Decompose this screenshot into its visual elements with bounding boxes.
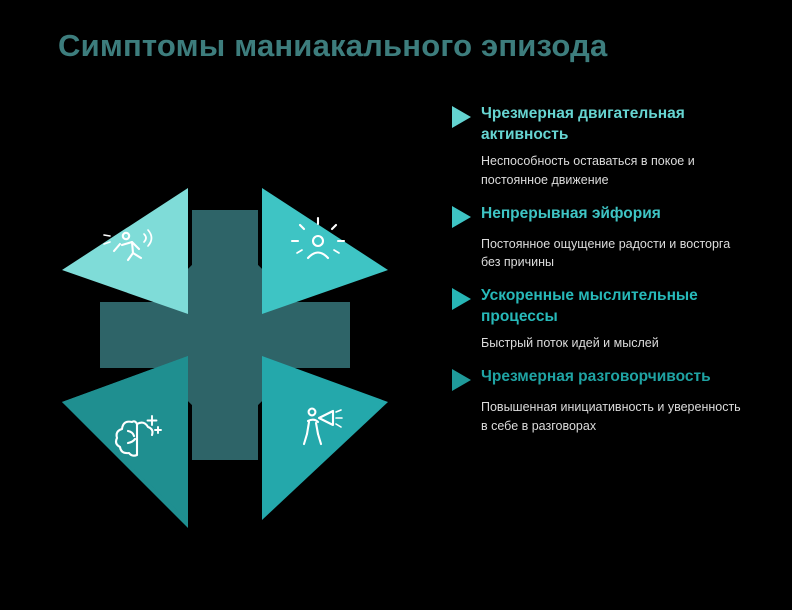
triangle-marker-icon [452, 106, 471, 128]
list-item-header [452, 367, 760, 391]
wedge-bottom-right [262, 356, 388, 520]
list-item-title: Ускоренные мыслительные процессы [481, 287, 698, 325]
list-item-description: Неспособность оставаться в покое и постоянное движение [481, 154, 695, 187]
list-item [452, 367, 760, 436]
list-item [452, 204, 760, 273]
symptom-list [452, 104, 760, 450]
triangle-marker-icon [452, 206, 471, 228]
list-item-header [452, 104, 760, 145]
wedge-top-right [262, 188, 388, 314]
list-item-title: Непрерывная эйфория [481, 204, 661, 222]
list-item-description: Постоянное ощущение радости и восторга без причины [481, 236, 731, 270]
list-item-header [452, 286, 760, 327]
list-item-title: Чрезмерная разговорчивость [481, 368, 711, 386]
page-title: Симптомы маниакального эпизода [58, 28, 608, 63]
list-item [452, 286, 760, 353]
wedge-top-left [62, 188, 188, 314]
triangle-marker-icon [452, 369, 471, 391]
wedge-bottom-left [62, 356, 188, 528]
list-item-description: Повышенная инициативность и уверенность в себе в разговорах [481, 400, 741, 433]
triangle-marker-icon [452, 288, 471, 310]
diagram-svg [40, 150, 440, 580]
list-item-header [452, 204, 760, 228]
list-item-title: Чрезмерная двигательная активность [481, 105, 685, 143]
diagram-graphic [40, 150, 440, 580]
list-item-description: Быстрый поток идей и мыслей [481, 336, 659, 351]
list-item [452, 104, 760, 190]
